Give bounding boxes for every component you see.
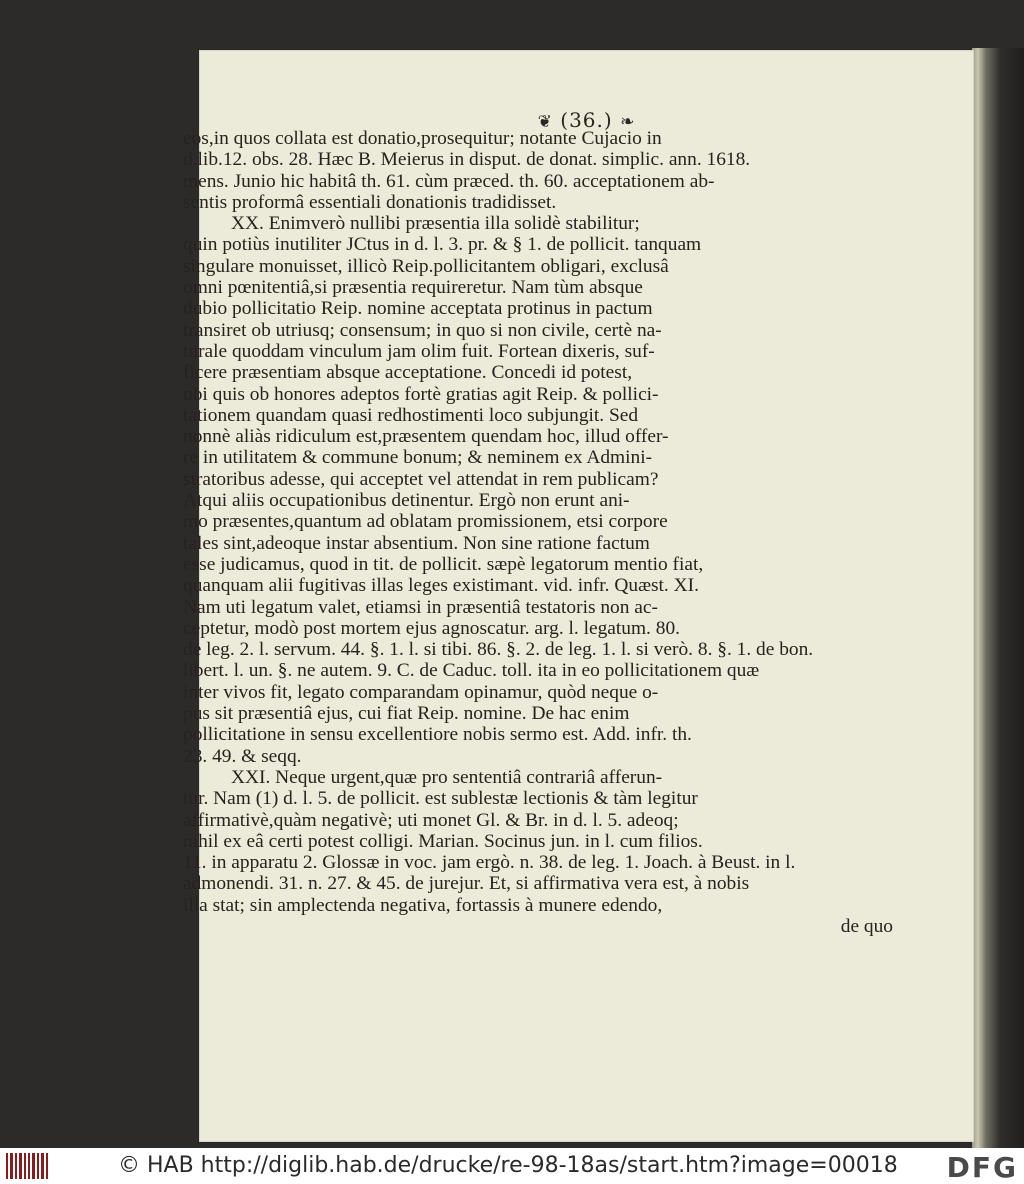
- text-line: dubio pollicitatio Reip. nomine acceptata protinus in pactum: [183, 298, 653, 320]
- text-line: tationem quandam quasi redhostimenti loco subjungit. Sed: [183, 404, 639, 426]
- text-line: re in utilitatem & commune bonum; & neminem ex Admini-: [183, 447, 653, 469]
- text-line: Atqui aliis occupationibus detinentur. Ergò non erunt ani-: [183, 490, 630, 512]
- text-line: omni pœnitentiâ,si præsentia requireretur. Nam tùm absque: [183, 277, 643, 299]
- hab-logo-icon: [6, 1153, 48, 1179]
- text-line: nonnè aliàs ridiculum est,præsentem quendam hoc, illud offer-: [183, 426, 669, 448]
- catchword: de quo: [840, 915, 893, 937]
- text-line: ubi quis ob honores adeptos fortè gratias agit Reip. & pollici-: [183, 383, 659, 405]
- text-line: tales sint,adeoque instar absentium. Non sine ratione factum: [183, 532, 650, 554]
- page-number: (36.): [560, 108, 613, 132]
- text-line: esse judicamus, quod in tit. de pollicit. sæpè legatorum mentio fiat,: [183, 553, 704, 575]
- text-line: inter vivos fit, legato comparandam opinamur, quòd neque o-: [183, 681, 659, 703]
- ornament-left-icon: ❦: [537, 112, 553, 132]
- text-line: d.lib.12. obs. 28. Hæc B. Meierus in disput. de donat. simplic. ann. 1618.: [183, 149, 751, 171]
- viewer-footer: [0, 1148, 1024, 1184]
- text-line: libert. l. un. §. ne autem. 9. C. de Caduc. toll. ita in eo pollicitationem quæ: [183, 660, 760, 682]
- text-line: quanquam alii fugitivas illas leges existimant. vid. infr. Quæst. XI.: [183, 575, 699, 597]
- text-line: transiret ob utriusq; consensum; in quo si non civile, certè na-: [183, 319, 662, 341]
- text-line: mens. Junio hic habitâ th. 61. cùm præced. th. 60. acceptationem ab-: [183, 170, 715, 192]
- text-line: ficere præsentiam absque acceptatione. Concedi id potest,: [183, 362, 633, 384]
- text-line: admonendi. 31. n. 27. & 45. de jurejur. Et, si affirmativa vera est, à nobis: [183, 873, 750, 895]
- ornament-right-icon: ❧: [620, 112, 636, 132]
- text-line: singulare monuisset, illicò Reip.pollicitantem obligari, exclusâ: [183, 255, 669, 277]
- text-line: tur. Nam (1) d. l. 5. de pollicit. est sublestæ lectionis & tàm legitur: [183, 788, 698, 810]
- text-line: nihil ex eâ certi potest colligi. Marian. Socinus jun. in l. cum filios.: [183, 830, 703, 852]
- text-line: quin potiùs inutiliter JCtus in d. l. 3. pr. & § 1. de pollicit. tanquam: [183, 234, 702, 256]
- text-line: pus sit præsentiâ ejus, cui fiat Reip. nomine. De hac enim: [183, 703, 630, 725]
- text-line: 11. in apparatu 2. Glossæ in voc. jam ergò. n. 38. de leg. 1. Joach. à Beust. in l.: [183, 852, 796, 874]
- text-line: illa stat; sin amplectenda negativa, fortassis à munere edendo,: [183, 894, 663, 916]
- page-body-text: [183, 128, 909, 937]
- dfg-logo: DFG: [946, 1151, 1018, 1184]
- text-line: pollicitatione in sensu excellentiore nobis sermo est. Add. infr. th.: [183, 724, 692, 746]
- text-line: affirmativè,quàm negativè; uti monet Gl. & Br. in d. l. 5. adeoq;: [183, 809, 679, 831]
- text-line: ceptetur, modò post mortem ejus agnoscatur. arg. l. legatum. 80.: [183, 617, 680, 639]
- text-line: stratoribus adesse, qui acceptet vel attendat in rem publicam?: [183, 468, 659, 490]
- text-line: eos,in quos collata est donatio,prosequitur; notante Cujacio in: [183, 128, 662, 149]
- text-line: de leg. 2. l. servum. 44. §. 1. l. si tibi. 86. §. 2. de leg. 1. l. si verò. 8. §. 1. de bon.: [183, 639, 814, 661]
- text-line: sentis proformâ essentiali donationis tradidisset.: [183, 191, 557, 213]
- text-line: 23. 49. & seqq.: [183, 745, 302, 767]
- text-line: turale quoddam vinculum jam olim fuit. Fortean dixeris, suf-: [183, 340, 655, 362]
- text-line: XXI. Neque urgent,quæ pro sententiâ contrariâ afferun-: [231, 766, 663, 788]
- book-gutter: [972, 48, 1024, 1148]
- text-line: mo præsentes,quantum ad oblatam promissionem, etsi corpore: [183, 511, 668, 533]
- copyright-link[interactable]: © HAB http://diglib.hab.de/drucke/re-98-18as/start.htm?image=00018: [118, 1153, 898, 1178]
- text-line: Nam uti legatum valet, etiamsi in præsentiâ testatoris non ac-: [183, 596, 658, 618]
- text-line: XX. Enimverò nullibi præsentia illa solidè stabilitur;: [231, 213, 640, 235]
